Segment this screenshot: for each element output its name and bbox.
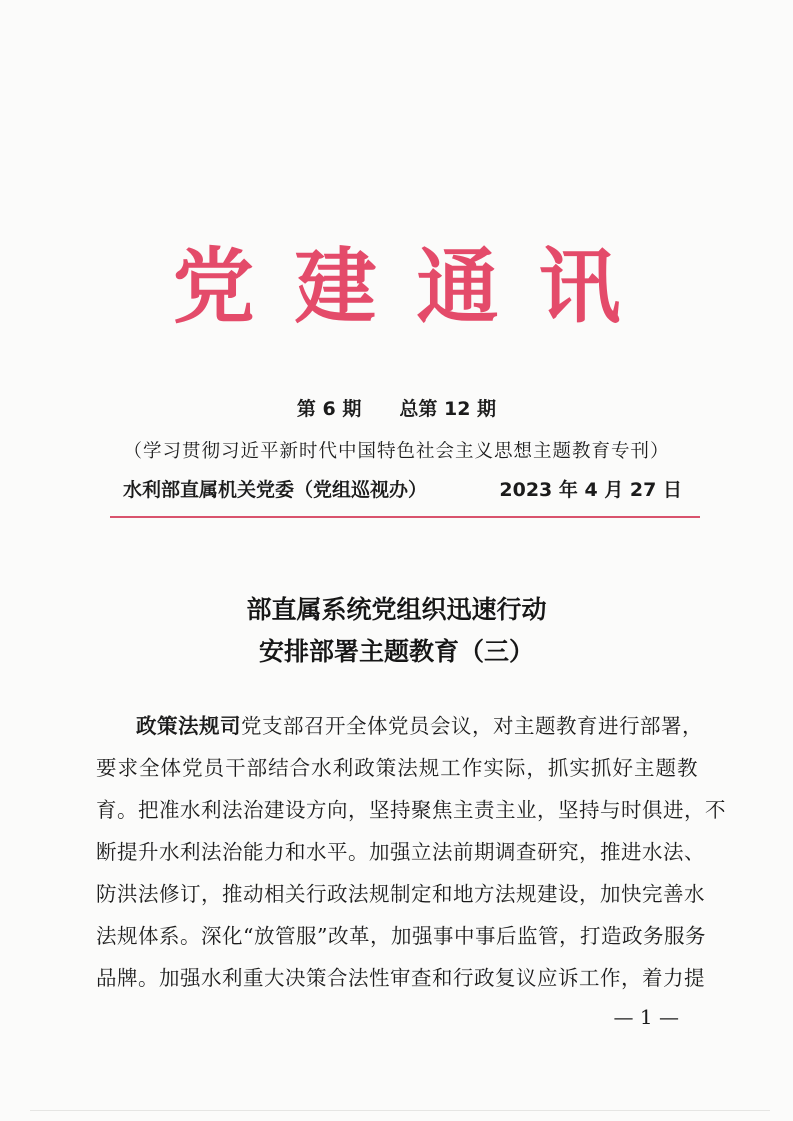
- scan-edge-line: [30, 1110, 770, 1111]
- article-title-line2: 安排部署主题教育（三）: [258, 637, 534, 666]
- special-edition-subtitle: （学习贯彻习近平新时代中国特色社会主义思想主题教育专刊）: [123, 441, 670, 462]
- issue-date: 2023 年 4 月 27 日: [499, 479, 682, 501]
- article-paragraph-line: 育。把准水利法治建设方向，坚持聚焦主责主业，坚持与时俱进，不: [96, 798, 726, 822]
- article-paragraph-line: 品牌。加强水利重大决策合法性审查和行政复议应诉工作，着力提: [96, 966, 705, 990]
- header-divider: [110, 516, 700, 518]
- article-paragraph-line: 防洪法修订，推动相关行政法规制定和地方法规建设，加快完善水: [96, 882, 705, 906]
- article-paragraph-line: 法规体系。深化“放管服”改革，加强事中事后监管，打造政务服务: [96, 924, 706, 948]
- article-title-line1: 部直属系统党组织迅速行动: [246, 595, 547, 624]
- department-name: 政策法规司: [136, 714, 241, 738]
- issue-total: 总第 12 期: [399, 398, 497, 420]
- article-paragraph-line: 要求全体党员干部结合水利政策法规工作实际，抓实抓好主题教: [96, 756, 698, 780]
- issue-line: [0, 400, 793, 419]
- page-number: — 1 —: [613, 1005, 679, 1029]
- issuing-organization: 水利部直属机关党委（党组巡视办）: [123, 479, 428, 501]
- masthead-title: 党建通讯: [172, 239, 661, 335]
- article-paragraph-line: 政策法规司党支部召开全体党员会议，对主题教育进行部署，: [136, 714, 703, 738]
- article-paragraph-line: 断提升水利法治能力和水平。加强立法前期调查研究，推进水法、: [96, 840, 705, 864]
- issue-number: 第 6 期: [296, 398, 362, 420]
